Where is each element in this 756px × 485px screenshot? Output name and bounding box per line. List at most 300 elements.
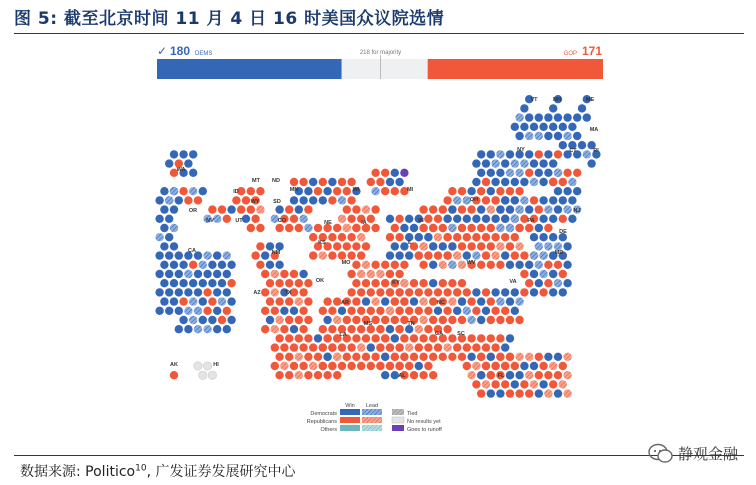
- state-label-in: IN: [418, 218, 424, 224]
- seat-dot: [271, 307, 279, 315]
- seat-dot: [477, 150, 485, 158]
- seat-dot: [213, 288, 221, 296]
- seat-dot: [539, 380, 547, 388]
- seat-dot: [530, 233, 538, 241]
- state-label-nm: NM: [271, 250, 281, 256]
- seat-dot: [227, 279, 235, 287]
- seat-dot: [525, 113, 533, 121]
- state-label-mn: MN: [289, 187, 299, 193]
- seat-dot: [376, 362, 384, 370]
- seat-dot: [343, 224, 351, 232]
- seat-dot: [467, 297, 475, 305]
- state-label-tn: TN: [407, 321, 415, 327]
- seat-dot: [525, 132, 533, 140]
- seat-dot: [443, 325, 451, 333]
- seat-dot: [563, 279, 571, 287]
- seat-dot: [376, 343, 384, 351]
- seat-dot: [539, 233, 547, 241]
- seat-dot: [376, 288, 384, 296]
- legend-no-results-label: No results yet: [407, 419, 441, 425]
- seat-dot: [496, 353, 504, 361]
- seat-dot: [472, 343, 480, 351]
- seat-dot: [352, 261, 360, 269]
- seat-dot: [544, 205, 552, 213]
- seat-dot: [549, 215, 557, 223]
- seat-dot: [232, 196, 240, 204]
- seat-dot: [381, 371, 389, 379]
- legend-lead-label: Lead: [365, 403, 379, 409]
- seat-dot: [290, 178, 298, 186]
- seat-dot: [463, 251, 471, 259]
- seat-dot: [223, 307, 231, 315]
- seat-dot: [501, 233, 509, 241]
- seat-dot: [544, 279, 552, 287]
- seat-dot: [367, 178, 375, 186]
- seat-dot: [328, 325, 336, 333]
- seat-dot: [578, 104, 586, 112]
- seat-dot: [194, 362, 202, 370]
- seat-dot: [424, 233, 432, 241]
- seat-dot: [424, 307, 432, 315]
- seat-dot: [304, 279, 312, 287]
- seat-dot: [410, 334, 418, 342]
- seat-dot: [472, 362, 480, 370]
- seat-dot: [549, 104, 557, 112]
- seat-dot: [395, 178, 403, 186]
- seat-dot: [227, 316, 235, 324]
- seat-dot: [295, 371, 303, 379]
- seat-dot: [242, 196, 250, 204]
- seat-dot: [347, 288, 355, 296]
- seat-dot: [554, 113, 562, 121]
- seat-dot: [443, 307, 451, 315]
- seat-dot: [391, 334, 399, 342]
- seat-dot: [323, 353, 331, 361]
- seat-dot: [477, 334, 485, 342]
- seat-dot: [506, 334, 514, 342]
- seat-dot: [400, 169, 408, 177]
- seat-dot: [371, 297, 379, 305]
- seat-dot: [194, 325, 202, 333]
- seat-dot: [563, 113, 571, 121]
- seat-dot: [213, 325, 221, 333]
- seat-dot: [434, 288, 442, 296]
- seat-dot: [501, 362, 509, 370]
- seat-dot: [367, 288, 375, 296]
- seat-dot: [266, 261, 274, 269]
- seat-dot: [367, 270, 375, 278]
- seat-dot: [290, 343, 298, 351]
- seat-dot: [487, 389, 495, 397]
- legend-tied-label: Tied: [407, 411, 418, 417]
- seat-dot: [333, 224, 341, 232]
- seat-dot: [395, 325, 403, 333]
- seat-dot: [520, 123, 528, 131]
- seat-dot: [381, 353, 389, 361]
- seat-dot: [491, 380, 499, 388]
- seat-dot: [491, 178, 499, 186]
- seat-dot: [554, 389, 562, 397]
- seat-dot: [165, 288, 173, 296]
- legend-democrats-win-swatch: [340, 409, 360, 415]
- seat-dot: [395, 233, 403, 241]
- seat-dot: [487, 316, 495, 324]
- state-label-ri: RI: [593, 148, 599, 154]
- seat-dot: [482, 380, 490, 388]
- seat-dot: [179, 297, 187, 305]
- seat-dot: [247, 187, 255, 195]
- seat-dot: [160, 242, 168, 250]
- seat-dot: [463, 307, 471, 315]
- seat-dot: [472, 380, 480, 388]
- seat-dot: [309, 196, 317, 204]
- seat-dot: [520, 178, 528, 186]
- seat-dot: [439, 242, 447, 250]
- seat-dot: [386, 233, 394, 241]
- seat-dot: [530, 178, 538, 186]
- legend-democrats-lead-swatch: [362, 409, 382, 415]
- seat-dot: [170, 279, 178, 287]
- seat-dot: [458, 224, 466, 232]
- seat-dot: [367, 307, 375, 315]
- seat-dot: [453, 233, 461, 241]
- seat-dot: [256, 187, 264, 195]
- seat-dot: [491, 251, 499, 259]
- state-label-ok: OK: [315, 278, 325, 284]
- seat-dot: [458, 316, 466, 324]
- dem-count: 180: [170, 44, 191, 58]
- seat-dot: [535, 132, 543, 140]
- seat-dot: [496, 169, 504, 177]
- seat-dot: [299, 325, 307, 333]
- seat-dot: [280, 270, 288, 278]
- state-label-il: IL: [407, 240, 413, 246]
- seat-dot: [515, 187, 523, 195]
- seat-dot: [275, 371, 283, 379]
- seat-dot: [563, 187, 571, 195]
- seat-dot: [487, 187, 495, 195]
- seat-dot: [376, 270, 384, 278]
- seat-dot: [328, 343, 336, 351]
- seat-dot: [448, 242, 456, 250]
- seat-dot: [314, 353, 322, 361]
- seat-dot: [506, 205, 514, 213]
- seat-dot: [362, 242, 370, 250]
- seat-dot: [376, 307, 384, 315]
- seat-dot: [439, 205, 447, 213]
- seat-dot: [218, 297, 226, 305]
- seat-dot: [285, 316, 293, 324]
- seat-dot: [271, 288, 279, 296]
- seat-dot: [203, 270, 211, 278]
- seat-dot: [467, 371, 475, 379]
- seat-dot: [472, 307, 480, 315]
- state-label-mt: MT: [252, 178, 260, 184]
- seat-dot: [328, 251, 336, 259]
- seat-dot: [501, 251, 509, 259]
- seat-dot: [405, 362, 413, 370]
- seat-dot: [487, 224, 495, 232]
- seat-dot: [477, 316, 485, 324]
- majority-label: 218 for majority: [359, 50, 402, 56]
- seat-dot: [309, 178, 317, 186]
- seat-dot: [266, 279, 274, 287]
- seat-dot: [554, 371, 562, 379]
- seat-dot: [496, 242, 504, 250]
- seat-dot: [559, 380, 567, 388]
- seat-dot: [275, 353, 283, 361]
- seat-dot: [496, 261, 504, 269]
- seat-dot: [175, 307, 183, 315]
- seat-dot: [362, 353, 370, 361]
- seat-dot: [496, 150, 504, 158]
- seat-dot: [160, 261, 168, 269]
- seat-dot: [175, 196, 183, 204]
- seat-dot: [539, 288, 547, 296]
- seat-dot: [290, 307, 298, 315]
- seat-dot: [443, 215, 451, 223]
- seat-dot: [357, 288, 365, 296]
- seat-dot: [587, 159, 595, 167]
- seat-dot: [352, 224, 360, 232]
- seat-count-bar: [157, 44, 603, 79]
- seat-dot: [338, 196, 346, 204]
- seat-dot: [357, 343, 365, 351]
- seat-dot: [535, 371, 543, 379]
- seat-dot: [237, 205, 245, 213]
- seat-dot: [304, 353, 312, 361]
- seat-dot: [290, 215, 298, 223]
- legend-others-win-swatch: [340, 425, 360, 431]
- seat-dot: [501, 307, 509, 315]
- seat-dot: [170, 242, 178, 250]
- seat-dot: [472, 233, 480, 241]
- seat-dot: [275, 334, 283, 342]
- seat-dot: [506, 353, 514, 361]
- seat-dot: [515, 169, 523, 177]
- seat-dot: [362, 205, 370, 213]
- seat-dot: [419, 297, 427, 305]
- seat-dot: [405, 215, 413, 223]
- state-label-sd: SD: [273, 199, 281, 205]
- seat-dot: [448, 187, 456, 195]
- seat-dot: [515, 261, 523, 269]
- seat-dot: [223, 288, 231, 296]
- seat-dot: [491, 362, 499, 370]
- legend-republicans-win-swatch: [340, 417, 360, 423]
- seat-dot: [251, 215, 259, 223]
- seat-dot: [194, 270, 202, 278]
- state-label-nv: NV: [206, 218, 214, 224]
- seat-dot: [511, 215, 519, 223]
- seat-dot: [405, 343, 413, 351]
- seat-dot: [477, 371, 485, 379]
- seat-dot: [381, 316, 389, 324]
- seat-dot: [299, 270, 307, 278]
- seat-dot: [333, 242, 341, 250]
- seat-dot: [381, 261, 389, 269]
- seat-dot: [554, 261, 562, 269]
- seat-dot: [155, 215, 163, 223]
- seat-dot: [290, 196, 298, 204]
- legend-tied-swatch: [392, 409, 404, 415]
- seat-dot: [304, 297, 312, 305]
- seat-dot: [199, 279, 207, 287]
- state-label-ia: IA: [361, 220, 367, 226]
- seat-dot: [563, 169, 571, 177]
- seat-dot: [338, 343, 346, 351]
- hex-map: [155, 95, 600, 398]
- seat-dot: [299, 196, 307, 204]
- seat-dot: [386, 325, 394, 333]
- seat-dot: [463, 233, 471, 241]
- state-label-ks: KS: [318, 240, 326, 246]
- seat-dot: [391, 187, 399, 195]
- seat-dot: [487, 169, 495, 177]
- seat-dot: [266, 316, 274, 324]
- seat-dot: [453, 307, 461, 315]
- seat-dot: [218, 279, 226, 287]
- state-label-wy: WY: [250, 199, 260, 205]
- seat-dot: [271, 362, 279, 370]
- seat-dot: [429, 261, 437, 269]
- seat-dot: [179, 279, 187, 287]
- seat-dot: [487, 297, 495, 305]
- seat-dot: [280, 343, 288, 351]
- seat-dot: [386, 178, 394, 186]
- seat-dot: [467, 224, 475, 232]
- seat-dot: [165, 215, 173, 223]
- seat-dot: [554, 132, 562, 140]
- seat-dot: [515, 132, 523, 140]
- seat-dot: [415, 288, 423, 296]
- seat-dot: [559, 196, 567, 204]
- seat-dot: [400, 297, 408, 305]
- state-label-oh: OH: [469, 197, 479, 203]
- seat-dot: [352, 334, 360, 342]
- seat-dot: [184, 159, 192, 167]
- seat-dot: [386, 288, 394, 296]
- seat-dot: [367, 215, 375, 223]
- seat-dot: [395, 307, 403, 315]
- seat-dot: [448, 224, 456, 232]
- seat-dot: [227, 261, 235, 269]
- seat-dot: [515, 371, 523, 379]
- seat-dot: [491, 288, 499, 296]
- state-label-mo: MO: [341, 260, 351, 266]
- seat-dot: [525, 371, 533, 379]
- seat-dot: [271, 325, 279, 333]
- seat-dot: [482, 178, 490, 186]
- seat-dot: [179, 187, 187, 195]
- seat-dot: [227, 297, 235, 305]
- seat-dot: [347, 270, 355, 278]
- legend-no-results-swatch: [392, 417, 404, 423]
- seat-dot: [299, 307, 307, 315]
- seat-dot: [549, 196, 557, 204]
- seat-dot: [544, 113, 552, 121]
- seat-dot: [295, 334, 303, 342]
- seat-dot: [223, 251, 231, 259]
- seat-dot: [549, 270, 557, 278]
- seat-dot: [539, 123, 547, 131]
- seat-dot: [275, 297, 283, 305]
- seat-dot: [347, 362, 355, 370]
- seat-dot: [439, 224, 447, 232]
- seat-dot: [448, 297, 456, 305]
- seat-dot: [304, 187, 312, 195]
- seat-dot: [213, 251, 221, 259]
- seat-dot: [391, 224, 399, 232]
- seat-dot: [525, 205, 533, 213]
- seat-dot: [213, 270, 221, 278]
- seat-dot: [544, 389, 552, 397]
- seat-dot: [189, 187, 197, 195]
- seat-dot: [405, 251, 413, 259]
- seat-dot: [487, 334, 495, 342]
- seat-dot: [280, 325, 288, 333]
- seat-dot: [501, 159, 509, 167]
- seat-dot: [170, 187, 178, 195]
- seat-dot: [496, 187, 504, 195]
- seat-dot: [453, 196, 461, 204]
- seat-dot: [319, 178, 327, 186]
- seat-dot: [352, 353, 360, 361]
- seat-dot: [539, 159, 547, 167]
- source-prefix: 数据来源: Politico: [20, 464, 136, 480]
- seat-dot: [554, 150, 562, 158]
- seat-dot: [357, 233, 365, 241]
- seat-dot: [487, 353, 495, 361]
- seat-dot: [549, 159, 557, 167]
- seat-dot: [400, 334, 408, 342]
- seat-dot: [482, 215, 490, 223]
- seat-dot: [525, 389, 533, 397]
- seat-dot: [261, 307, 269, 315]
- seat-dot: [491, 307, 499, 315]
- state-label-ma: MA: [589, 127, 599, 133]
- seat-dot: [275, 205, 283, 213]
- seat-dot: [290, 270, 298, 278]
- seat-dot: [535, 169, 543, 177]
- seat-dot: [458, 261, 466, 269]
- seat-dot: [535, 353, 543, 361]
- seat-dot: [477, 205, 485, 213]
- seat-dot: [295, 353, 303, 361]
- wechat-icon: [648, 442, 674, 464]
- seat-dot: [319, 307, 327, 315]
- seat-dot: [165, 307, 173, 315]
- seat-dot: [491, 215, 499, 223]
- seat-dot: [184, 307, 192, 315]
- seat-dot: [155, 307, 163, 315]
- state-label-fl: FL: [497, 373, 505, 379]
- seat-dot: [539, 215, 547, 223]
- seat-dot: [559, 270, 567, 278]
- seat-dot: [520, 159, 528, 167]
- state-label-la: LA: [339, 332, 347, 338]
- seat-dot: [544, 150, 552, 158]
- seat-dot: [415, 325, 423, 333]
- seat-dot: [328, 307, 336, 315]
- seat-dot: [559, 178, 567, 186]
- seat-dot: [405, 288, 413, 296]
- seat-dot: [199, 297, 207, 305]
- seat-dot: [511, 123, 519, 131]
- seat-dot: [323, 316, 331, 324]
- seat-dot: [429, 224, 437, 232]
- seat-dot: [434, 215, 442, 223]
